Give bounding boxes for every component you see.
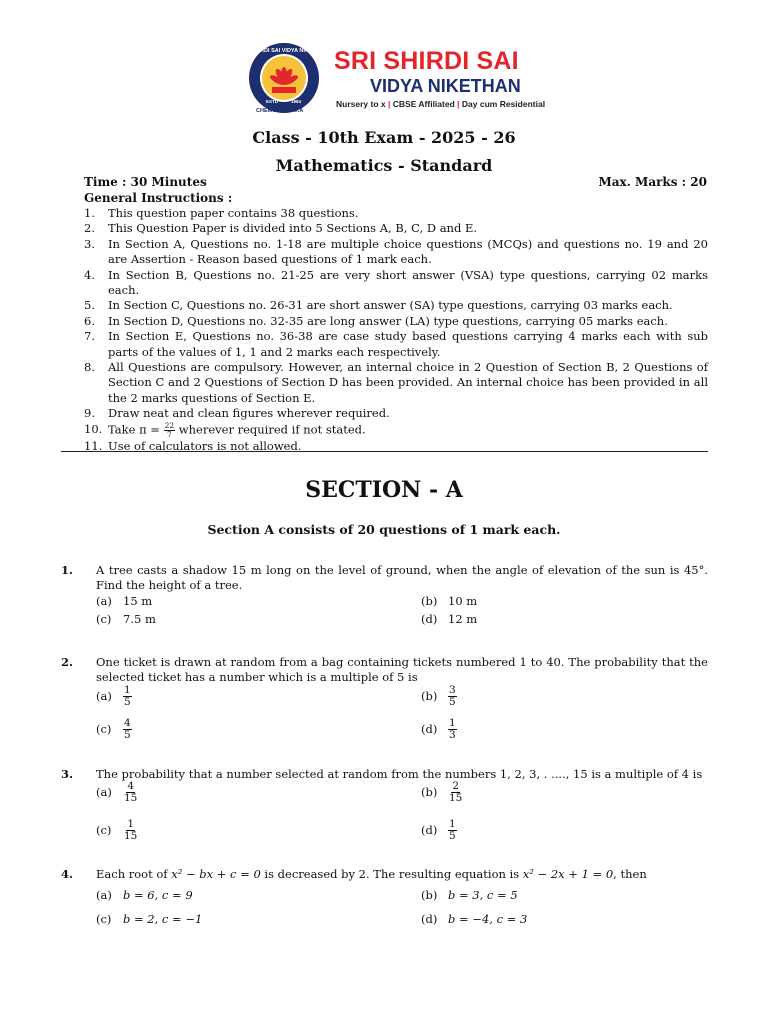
instruction-number: 2. <box>84 221 95 236</box>
fraction-numerator: 3 <box>449 684 456 696</box>
exam-time: Time : 30 Minutes <box>84 175 207 189</box>
option-label: (a) <box>96 594 112 608</box>
option-fraction <box>448 819 457 842</box>
fraction-numerator: 4 <box>127 780 135 792</box>
instruction-number: 1. <box>84 206 95 220</box>
option-label: (b) <box>421 784 438 799</box>
fraction-denominator: 3 <box>449 729 456 741</box>
option-fraction <box>123 685 132 708</box>
general-instructions-heading: General Instructions : <box>84 191 233 205</box>
instruction-text: Use of calculators is not allowed. <box>108 438 302 453</box>
question-1 <box>61 563 708 594</box>
instruction-text: In Section E, Questions no. 36-38 are case study based questions carrying 4 marks each with sub parts of the values of 1, 1 and 2 marks each respectively. <box>108 329 708 359</box>
question-number: 4. <box>61 867 74 881</box>
option-label: (d) <box>421 721 438 736</box>
instruction-number: 9. <box>84 406 95 421</box>
option-label: (a) <box>96 784 112 799</box>
instruction-item <box>84 314 708 329</box>
fraction-numerator: 1 <box>449 818 456 830</box>
instruction-item <box>84 406 708 421</box>
instruction-item <box>84 329 708 360</box>
fraction-denominator: 5 <box>449 696 456 708</box>
option-c[interactable] <box>96 819 138 842</box>
question-text: One ticket is drawn at random from a bag containing tickets numbered 1 to 40. The probability that the selected ticket has a number which is a multiple of 5 is <box>96 655 708 685</box>
school-subtitle: VIDYA NIKETHAN <box>370 76 521 96</box>
option-b[interactable] <box>421 888 518 902</box>
instruction-number: 7. <box>84 329 95 344</box>
option-label: (c) <box>96 721 112 736</box>
seal-text: SRI SHIRDI SAI VIDYA NIKETHAN <box>240 48 328 54</box>
option-fraction <box>123 718 132 741</box>
fraction-denominator: 15 <box>449 792 463 804</box>
option-text: 7.5 m <box>123 612 156 626</box>
instruction-item <box>84 237 708 268</box>
option-b[interactable] <box>421 781 463 804</box>
question-text: A tree casts a shadow 15 m long on the level of ground, when the angle of elevation of the sun is 45°. Find the height of a tree. <box>96 563 708 593</box>
instruction-number: 5. <box>84 298 95 313</box>
instruction-number: 6. <box>84 313 95 328</box>
option-c[interactable] <box>96 718 132 741</box>
option-label: (a) <box>96 688 112 703</box>
question-4 <box>61 867 708 882</box>
question-3 <box>61 767 708 782</box>
section-title: SECTION - A <box>305 477 463 503</box>
option-d[interactable] <box>421 718 457 741</box>
school-logo-banner <box>236 42 568 116</box>
exam-title: Class - 10th Exam - 2025 - 26 <box>252 128 516 147</box>
question-number: 2. <box>61 655 74 669</box>
option-fraction <box>123 819 138 842</box>
question-number: 3. <box>61 767 74 781</box>
instruction-number: 10. <box>84 421 103 436</box>
option-text: b = 6, c = 9 <box>123 888 193 902</box>
option-fraction <box>448 781 463 804</box>
option-d[interactable] <box>421 612 477 626</box>
instruction-text: Draw neat and clean figures wherever required. <box>108 406 390 421</box>
school-name: SRI SHIRDI SAI <box>334 47 519 75</box>
option-text: b = 2, c = −1 <box>123 912 203 926</box>
option-d[interactable] <box>421 819 457 842</box>
tag-part: Day cum Residential <box>461 99 546 109</box>
seal-place-label: CHEMUDULANKA <box>256 108 304 114</box>
instruction-number: 4. <box>84 267 95 282</box>
equation: x² − 2x + 1 = 0 <box>522 867 614 881</box>
option-label: (b) <box>421 688 438 703</box>
instruction-text: In Section A, Questions no. 1-18 are multiple choice questions (MCQs) and questions no. 19 and 20 are Assertion - Reason based questions of 1 mark each. <box>108 236 708 267</box>
fraction-numerator: 4 <box>124 717 131 729</box>
option-c[interactable] <box>96 612 156 626</box>
fraction-numerator: 1 <box>124 684 131 696</box>
instruction-text: wherever required if not stated. <box>175 422 366 437</box>
option-label: (a) <box>96 888 112 902</box>
instruction-text: Take π = <box>108 422 164 437</box>
tag-separator: | <box>387 99 391 109</box>
option-label: (b) <box>421 888 438 902</box>
fraction-numerator: 22 <box>164 420 175 430</box>
option-label: (c) <box>96 912 112 926</box>
option-label: (d) <box>421 912 438 926</box>
instruction-number: 11. <box>84 438 103 453</box>
seal-text: 1984 <box>290 99 302 104</box>
pi-fraction <box>164 422 176 439</box>
fraction-denominator: 5 <box>449 830 456 842</box>
exam-max-marks: Max. Marks : 20 <box>598 175 707 189</box>
option-fraction <box>123 781 138 804</box>
option-d[interactable] <box>421 912 527 926</box>
option-b[interactable] <box>421 685 457 708</box>
school-tagline <box>336 99 545 109</box>
divider-line <box>61 451 708 452</box>
instruction-text: In Section B, Questions no. 21-25 are very short answer (VSA) type questions, carrying 02 marks each. <box>108 267 708 298</box>
seal-text: ESTD <box>265 99 279 104</box>
fraction-denominator: 5 <box>124 729 131 741</box>
fraction-numerator: 2 <box>452 780 460 792</box>
option-a[interactable] <box>96 781 138 804</box>
question-2 <box>61 655 708 686</box>
option-text: b = −4, c = 3 <box>448 912 528 926</box>
fraction-denominator: 15 <box>124 792 138 804</box>
tag-separator: | <box>457 99 460 109</box>
instruction-item <box>84 221 708 236</box>
instruction-text: In Section C, Questions no. 26-31 are short answer (SA) type questions, carrying 03 marks each. <box>108 298 673 313</box>
option-c[interactable] <box>96 912 202 926</box>
option-label: (d) <box>421 822 438 837</box>
instruction-number: 8. <box>84 360 95 375</box>
tag-part: Nursery to x <box>336 99 386 109</box>
option-label: (d) <box>421 612 438 626</box>
option-text: b = 3, c = 5 <box>448 888 518 902</box>
option-fraction <box>448 718 457 741</box>
instruction-item <box>84 360 708 406</box>
option-a[interactable] <box>96 594 152 608</box>
instruction-item <box>84 206 708 221</box>
equation: x² − bx + c = 0 <box>171 867 261 881</box>
exam-subject: Mathematics - Standard <box>275 156 493 175</box>
fraction-numerator: 1 <box>449 717 456 729</box>
instruction-item <box>84 268 708 299</box>
tag-part: CBSE Affiliated <box>392 99 455 109</box>
instruction-item <box>84 422 708 439</box>
option-a[interactable] <box>96 888 193 902</box>
instruction-item <box>84 298 708 313</box>
fraction-denominator: 15 <box>124 830 138 842</box>
option-text: 10 m <box>448 594 478 608</box>
fraction-denominator: 7 <box>166 429 172 439</box>
instructions-list <box>84 206 708 454</box>
option-fraction <box>448 685 457 708</box>
option-label: (b) <box>421 594 438 608</box>
instruction-text: All Questions are compulsory. However, an internal choice in 2 Question of Section B, 2 Questions of Section C and 2 Questions of Section D has been provided. An internal choice has been provided in all the 2 marks questions of Section E. <box>108 360 708 405</box>
option-text: 15 m <box>123 594 153 608</box>
option-label: (c) <box>96 612 112 626</box>
instruction-text: This question paper contains 38 questions. <box>108 206 359 220</box>
fraction-denominator: 5 <box>124 696 131 708</box>
instruction-text: This Question Paper is divided into 5 Sections A, B, C, D and E. <box>108 221 478 236</box>
section-description: Section A consists of 20 questions of 1 mark each. <box>207 522 561 537</box>
question-text: The probability that a number selected at random from the numbers 1, 2, 3, . ...., 15 is a multiple of 4 is <box>96 767 703 781</box>
school-seal-icon <box>240 42 328 114</box>
question-text-part: Each root of <box>96 867 172 881</box>
option-b[interactable] <box>421 594 477 608</box>
question-text-part: is decreased by 2. The resulting equation is <box>260 867 523 881</box>
instruction-number: 3. <box>84 236 95 251</box>
question-text <box>96 867 708 882</box>
option-label: (c) <box>96 822 112 837</box>
fraction-numerator: 1 <box>127 818 135 830</box>
question-text-part: , then <box>613 867 647 881</box>
option-text: 12 m <box>448 612 478 626</box>
question-number: 1. <box>61 563 74 577</box>
instruction-text: In Section D, Questions no. 32-35 are long answer (LA) type questions, carrying 05 marks each. <box>108 313 668 328</box>
option-a[interactable] <box>96 685 132 708</box>
